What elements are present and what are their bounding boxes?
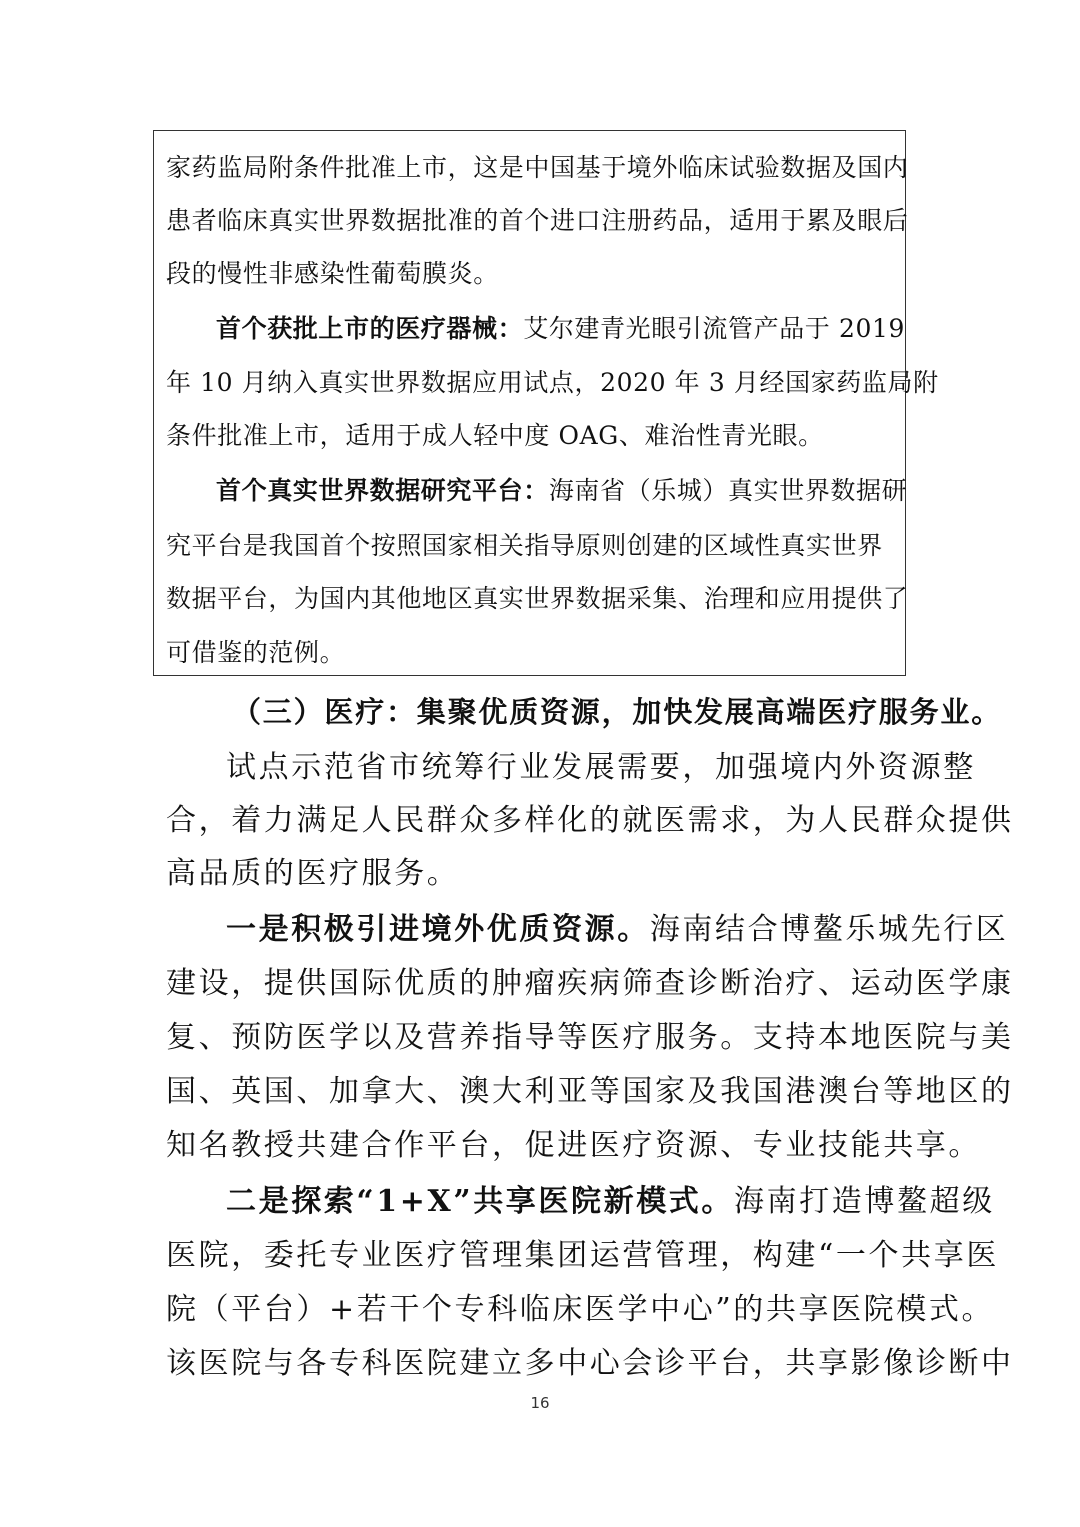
box-text-line: 年 10 月纳入真实世界数据应用试点，2020 年 3 月经国家药监局附 (166, 368, 939, 397)
paragraph-line: 知名教授共建合作平台，促进医疗资源、专业技能共享。 (166, 1128, 981, 1163)
section-heading: （三）医疗：集聚优质资源，加快发展高端医疗服务业。 (232, 695, 1003, 729)
paragraph-line: 试点示范省市统筹行业发展需要，加强境内外资源整 (226, 750, 976, 785)
paragraph-line: 建设，提供国际优质的肿瘤疾病筛查诊断治疗、运动医学康 (166, 966, 1014, 1001)
device-text: 艾尔建青光眼引流管产品于 2019 (523, 314, 905, 343)
box-text-line (216, 476, 907, 506)
box-text-line: 数据平台，为国内其他地区真实世界数据采集、治理和应用提供了 (166, 584, 909, 613)
paragraph-line: 院（平台）+若干个专科临床医学中心”的共享医院模式。 (166, 1292, 995, 1327)
box-text-line: 可借鉴的范例。 (166, 638, 346, 667)
para3-lead: 二是探索“1+X”共享医院新模式。 (226, 1184, 734, 1219)
page-number: 16 (530, 1394, 550, 1412)
case-box (153, 130, 939, 676)
box-text-line (216, 314, 905, 344)
paragraph-line (226, 912, 1008, 948)
para2-lead: 一是积极引进境外优质资源。 (226, 912, 650, 947)
para3-text: 海南打造博鳌超级 (734, 1184, 995, 1219)
paragraph-line: 国、英国、加拿大、澳大利亚等国家及我国港澳台等地区的 (166, 1074, 1014, 1109)
box-text-line: 究平台是我国首个按照国家相关指导原则创建的区域性真实世界 (166, 531, 883, 560)
paragraph-line (226, 1184, 995, 1220)
para2-text: 海南结合博鳌乐城先行区 (649, 912, 1009, 947)
box-text-line: 家药监局附条件批准上市，这是中国基于境外临床试验数据及国内 (166, 153, 909, 182)
paragraph-line: 复、预防医学以及营养指导等医疗服务。支持本地医院与美 (166, 1020, 1014, 1055)
box-text-line: 段的慢性非感染性葡萄膜炎。 (166, 259, 499, 288)
platform-text: 海南省（乐城）真实世界数据研 (548, 476, 908, 505)
paragraph-line: 合，着力满足人民群众多样化的就医需求，为人民群众提供 (166, 803, 1014, 838)
paragraph-line: 高品质的医疗服务。 (166, 856, 460, 891)
device-heading: 首个获批上市的医疗器械： (216, 314, 524, 343)
paragraph-line: 医院，委托专业医疗管理集团运营管理，构建“一个共享医 (166, 1238, 999, 1273)
box-text-line: 条件批准上市，适用于成人轻中度 OAG、难治性青光眼。 (166, 421, 824, 450)
platform-heading: 首个真实世界数据研究平台： (216, 476, 549, 505)
paragraph-line: 该医院与各专科医院建立多中心会诊平台，共享影像诊断中 (166, 1346, 1014, 1381)
box-text-line: 患者临床真实世界数据批准的首个进口注册药品，适用于累及眼后 (166, 206, 909, 235)
